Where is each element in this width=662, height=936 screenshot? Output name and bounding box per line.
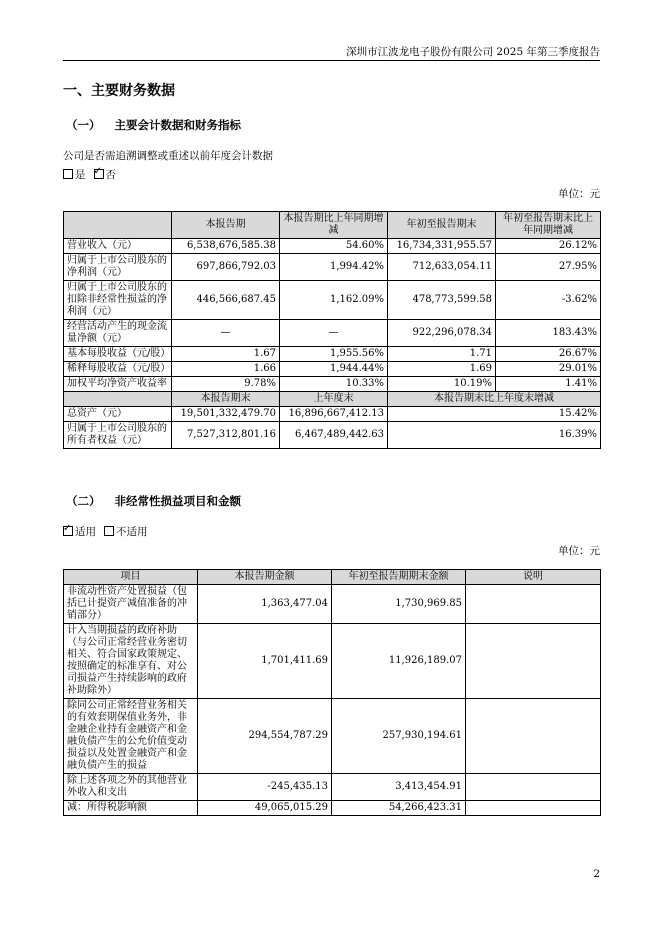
table-header-row	[64, 212, 601, 239]
row-label: 经营活动产生的现金流量净额（元）	[64, 320, 172, 347]
checkbox-checked-icon	[63, 526, 73, 536]
column-header: 本报告期比上年同期增减	[280, 212, 388, 239]
column-header: 说明	[466, 570, 601, 585]
table-cell: 16.39%	[388, 422, 601, 449]
table-cell: 294,554,787.29	[198, 699, 332, 774]
table-row	[64, 347, 601, 362]
table-cell: 257,930,194.61	[332, 699, 466, 774]
table-row	[64, 320, 601, 347]
table-cell: 1.71	[388, 347, 496, 362]
table-cell: 1,730,969.85	[332, 585, 466, 624]
column-header	[64, 212, 172, 239]
table-row	[64, 774, 601, 801]
table-cell: 10.33%	[280, 377, 388, 392]
table-row	[64, 281, 601, 320]
subsection-number: （二）	[66, 494, 101, 508]
row-label: 归属于上市公司股东的净利润（元）	[64, 254, 172, 281]
table-cell: 15.42%	[388, 407, 601, 422]
table-cell: 1,701,411.69	[198, 624, 332, 699]
table-row	[64, 699, 601, 774]
row-label: 非流动性资产处置损益（包括已计提资产减值准备的冲销部分）	[64, 585, 198, 624]
page-number: 2	[593, 868, 600, 880]
table-cell: 3,413,454.91	[332, 774, 466, 801]
row-label: 减：所得税影响额	[64, 801, 198, 816]
non-recurring-items-table	[63, 569, 601, 816]
table-cell: 11,926,189.07	[332, 624, 466, 699]
checkbox-unchecked-icon	[104, 526, 114, 536]
table-cell	[466, 774, 601, 801]
table-cell: 6,467,489,442.63	[280, 422, 388, 449]
table-cell: 922,296,078.34	[388, 320, 496, 347]
row-label: 总资产（元）	[64, 407, 172, 422]
row-label: 归属于上市公司股东的扣除非经常性损益的净利润（元）	[64, 281, 172, 320]
table-cell: 26.67%	[496, 347, 601, 362]
table-cell: 1.66	[172, 362, 280, 377]
table-cell: 697,866,792.03	[172, 254, 280, 281]
row-label: 计入当期损益的政府补助（与公司正常经营业务密切相关、符合国家政策规定、按照确定的标准享有、对公司损益产生持续影响的政府补助除外）	[64, 624, 198, 699]
table-cell: 16,734,331,955.57	[388, 239, 496, 254]
column-header: 本报告期	[172, 212, 280, 239]
row-label: 除上述各项之外的其他营业外收入和支出	[64, 774, 198, 801]
column-header: 本报告期末	[172, 392, 280, 407]
subsection-number: （一）	[66, 118, 101, 132]
applicability-options	[63, 524, 156, 539]
column-header: 项目	[64, 570, 198, 585]
table-cell: 54.60%	[280, 239, 388, 254]
table-cell: -3.62%	[496, 281, 601, 320]
header-divider	[63, 60, 600, 61]
table-subheader-row	[64, 392, 601, 407]
table-cell: 19,501,332,479.70	[172, 407, 280, 422]
table-cell	[466, 801, 601, 816]
table-cell: 1.41%	[496, 377, 601, 392]
table-cell	[466, 624, 601, 699]
subsection-title-text: 非经常性损益项目和金额	[114, 494, 241, 508]
checkbox-checked-icon	[94, 169, 104, 179]
table-row	[64, 239, 601, 254]
table-cell: 1,363,477.04	[198, 585, 332, 624]
table-cell: 1,955.56%	[280, 347, 388, 362]
option-applicable[interactable]: ✓适用	[63, 526, 96, 538]
table-row	[64, 422, 601, 449]
table-cell: 1,162.09%	[280, 281, 388, 320]
table-cell: —	[172, 320, 280, 347]
row-label: 加权平均净资产收益率	[64, 377, 172, 392]
column-header: 上年度末	[280, 392, 388, 407]
table-cell: 9.78%	[172, 377, 280, 392]
column-header: 本报告期末比上年度末增减	[388, 392, 601, 407]
column-header: 年初至报告期末	[388, 212, 496, 239]
table-cell: 1,944.44%	[280, 362, 388, 377]
table-cell: 29.01%	[496, 362, 601, 377]
column-header: 年初至报告期末比上年同期增减	[496, 212, 601, 239]
table-row	[64, 407, 601, 422]
checkbox-unchecked-icon	[63, 169, 73, 179]
table-cell: 49,065,015.29	[198, 801, 332, 816]
option-yes[interactable]: 是	[63, 169, 86, 181]
table-cell: 54,266,423.31	[332, 801, 466, 816]
table-cell: —	[280, 320, 388, 347]
table-row	[64, 362, 601, 377]
row-label: 稀释每股收益（元/股）	[64, 362, 172, 377]
report-header-title: 深圳市江波龙电子股份有限公司 2025 年第三季度报告	[346, 46, 600, 58]
table-row	[64, 377, 601, 392]
table-row	[64, 624, 601, 699]
column-header	[64, 392, 172, 407]
table-cell	[466, 585, 601, 624]
column-header: 本报告期金额	[198, 570, 332, 585]
row-label: 基本每股收益（元/股）	[64, 347, 172, 362]
restatement-question: 公司是否需追溯调整或重述以前年度会计数据	[63, 150, 273, 162]
table-cell: 1,994.42%	[280, 254, 388, 281]
table-cell: -245,435.13	[198, 774, 332, 801]
table-cell: 26.12%	[496, 239, 601, 254]
table-cell: 6,538,676,585.38	[172, 239, 280, 254]
table-cell: 16,896,667,412.13	[280, 407, 388, 422]
subsection-title-key-indicators	[66, 117, 241, 133]
key-financial-indicators-table	[63, 211, 601, 449]
table-header-row	[64, 570, 601, 585]
table-cell: 446,566,687.45	[172, 281, 280, 320]
table-cell: 1.67	[172, 347, 280, 362]
unit-label: 单位：元	[558, 545, 600, 557]
table-row	[64, 801, 601, 816]
table-cell	[466, 699, 601, 774]
table-cell: 1.69	[388, 362, 496, 377]
table-cell: 10.19%	[388, 377, 496, 392]
table-cell: 478,773,599.58	[388, 281, 496, 320]
table-row	[64, 585, 601, 624]
option-not-applicable[interactable]: 不适用	[104, 526, 148, 538]
unit-label: 单位：元	[558, 188, 600, 200]
row-label: 营业收入（元）	[64, 239, 172, 254]
table-cell: 712,633,054.11	[388, 254, 496, 281]
row-label: 除同公司正常经营业务相关的有效套期保值业务外，非金融企业持有金融资产和金融负债产生的公允价值变动损益以及处置金融资产和金融负债产生的损益	[64, 699, 198, 774]
subsection-title-non-recurring	[66, 493, 241, 509]
table-cell: 27.95%	[496, 254, 601, 281]
table-row	[64, 254, 601, 281]
subsection-title-text: 主要会计数据和财务指标	[114, 118, 241, 132]
option-no[interactable]: ✓ 否	[94, 169, 117, 181]
restatement-options	[63, 167, 124, 182]
row-label: 归属于上市公司股东的所有者权益（元）	[64, 422, 172, 449]
column-header: 年初至报告期期末金额	[332, 570, 466, 585]
table-cell: 183.43%	[496, 320, 601, 347]
table-cell: 7,527,312,801.16	[172, 422, 280, 449]
section-title-financial-data: 一、主要财务数据	[63, 83, 175, 99]
